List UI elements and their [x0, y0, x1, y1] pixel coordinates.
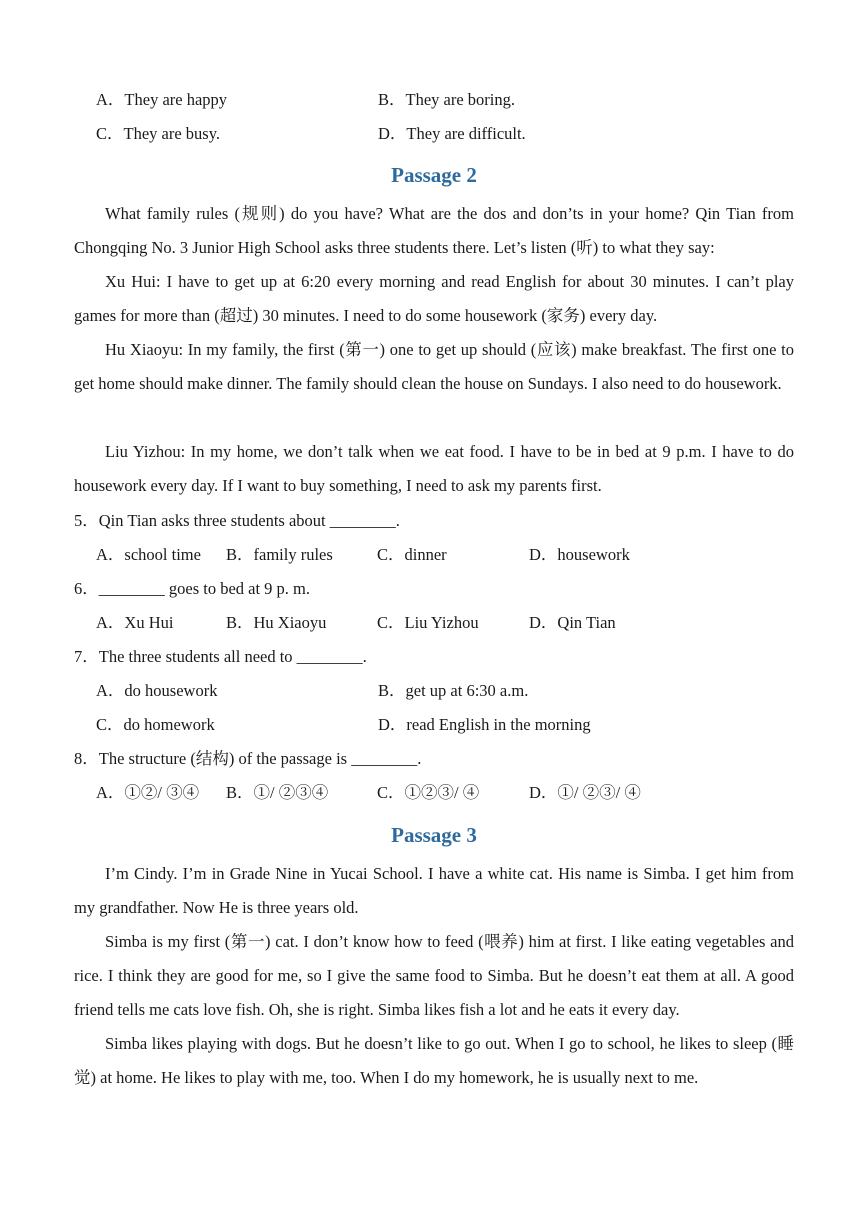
- passage-3-paragraph-2: Simba is my first (第一) cat. I don’t know how to feed (喂养) him at first. I like eating vegetables and rice. I think they are good for me, so I give the same food to Simba. But he doesn’t eat them at all. A good friend tells me cats love fish. Oh, she is right. Simba likes fish a lot and he eats it every day.: [74, 932, 794, 1019]
- question-5-text: 5．Qin Tian asks three students about ________.: [74, 511, 400, 530]
- question-7-text: 7．The three students all need to ________.: [74, 647, 367, 666]
- q4-options-row-2: [74, 117, 794, 151]
- question-5-stem: [74, 504, 794, 538]
- passage-2-paragraph-1: What family rules (规则) do you have? What are the dos and don’ts in your home? Qin Tian from Chongqing No. 3 Junior High School asks three students there. Let’s listen (听) to what they say:: [74, 204, 794, 257]
- question-7-option-c: C．do homework: [96, 715, 215, 734]
- q4-option-a: A．They are happy: [96, 90, 228, 109]
- question-7-options-row-1: [74, 674, 794, 708]
- passage-2-title: Passage 2: [391, 163, 477, 187]
- question-5-option-b: B．family rules: [226, 545, 333, 564]
- question-5-option-d: D．housework: [529, 545, 630, 564]
- question-7-option-d: D．read English in the morning: [378, 715, 591, 734]
- question-6-option-a: A．Xu Hui: [96, 613, 174, 632]
- passage-2-paragraph-4: Liu Yizhou: In my home, we don’t talk when we eat food. I have to be in bed at 9 p.m. I have to do housework every day. If I want to buy something, I need to ask my parents first.: [74, 442, 794, 495]
- q4-option-c: C．They are busy.: [96, 124, 221, 143]
- question-7-option-b: B．get up at 6:30 a.m.: [378, 681, 529, 700]
- question-8-option-d: D．①/ ②③/ ④: [529, 783, 641, 802]
- question-7-option-a: A．do housework: [96, 681, 218, 700]
- q4-options-row-1: [74, 83, 794, 117]
- question-8-options: [74, 776, 794, 810]
- question-7-stem: [74, 640, 794, 674]
- question-6-option-b: B．Hu Xiaoyu: [226, 613, 327, 632]
- question-8-option-b: B．①/ ②③④: [226, 783, 329, 802]
- question-8-text: 8．The structure (结构) of the passage is ________.: [74, 749, 422, 768]
- question-5-options: [74, 538, 794, 572]
- question-6-text: 6．________ goes to bed at 9 p. m.: [74, 579, 311, 598]
- question-8-option-c: C．①②③/ ④: [377, 783, 480, 802]
- passage-2-paragraph-3: Hu Xiaoyu: In my family, the first (第一) one to get up should (应该) make breakfast. The first one to get home should make dinner. The family should clean the house on Sundays. I also need to do housework.: [74, 340, 794, 393]
- question-8-stem: [74, 742, 794, 776]
- question-6-stem: [74, 572, 794, 606]
- passage-2-paragraph-2: Xu Hui: I have to get up at 6:20 every morning and read English for about 30 minutes. I can’t play games for more than (超过) 30 minutes. I need to do some housework (家务) every day.: [74, 272, 794, 325]
- q4-option-d: D．They are difficult.: [378, 124, 526, 143]
- question-6-options: [74, 606, 794, 640]
- question-8-option-a: A．①②/ ③④: [96, 783, 200, 802]
- q4-option-b: B．They are boring.: [378, 90, 516, 109]
- passage-3-title: Passage 3: [391, 823, 477, 847]
- question-5-option-c: C．dinner: [377, 545, 447, 564]
- question-6-option-d: D．Qin Tian: [529, 613, 616, 632]
- passage-3-paragraph-3: Simba likes playing with dogs. But he doesn’t like to go out. When I go to school, he likes to sleep (睡觉) at home. He likes to play with me, too. When I do my homework, he is usually next to me.: [74, 1034, 794, 1087]
- passage-3-paragraph-1: I’m Cindy. I’m in Grade Nine in Yucai School. I have a white cat. His name is Simba. I get him from my grandfather. Now He is three years old.: [74, 864, 794, 917]
- question-5-option-a: A．school time: [96, 545, 201, 564]
- question-6-option-c: C．Liu Yizhou: [377, 613, 479, 632]
- question-7-options-row-2: [74, 708, 794, 742]
